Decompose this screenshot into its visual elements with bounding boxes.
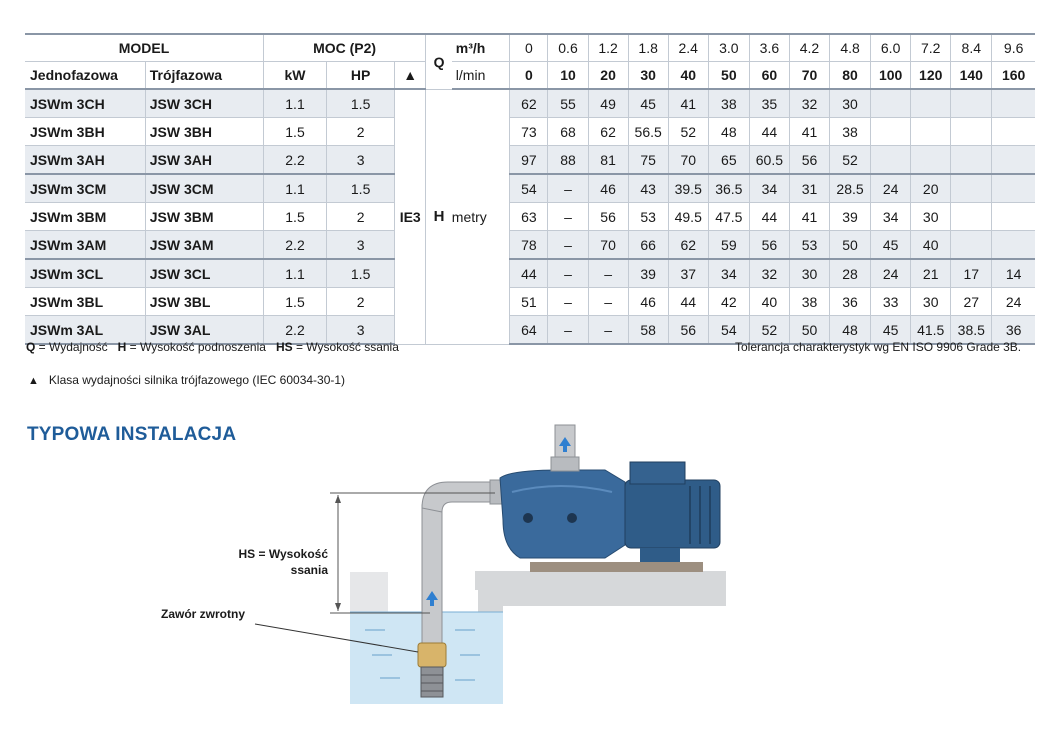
head-value: 45 [871, 231, 911, 260]
head-value: 41.5 [911, 316, 951, 345]
model-single: JSWm 3BM [25, 203, 145, 231]
power-header: MOC (P2) [263, 34, 425, 62]
head-value: 56 [668, 316, 708, 345]
head-value: 34 [708, 259, 749, 288]
model-three: JSW 3CM [145, 174, 263, 203]
head-value: 44 [749, 118, 789, 146]
h-label: H [426, 89, 452, 344]
flow-m3h: 1.2 [588, 34, 628, 62]
model-three: JSW 3BL [145, 288, 263, 316]
model-single: JSWm 3CL [25, 259, 145, 288]
model-single: JSWm 3BL [25, 288, 145, 316]
head-value: 50 [789, 316, 829, 345]
model-three: JSW 3BM [145, 203, 263, 231]
flow-m3h: 3.6 [749, 34, 789, 62]
head-value: 39.5 [668, 174, 708, 203]
head-value: 38 [708, 89, 749, 118]
head-value: 52 [749, 316, 789, 345]
head-value: 54 [708, 316, 749, 345]
flow-lmin: 140 [951, 62, 992, 90]
head-value: 41 [789, 118, 829, 146]
power-kw: 2.2 [263, 316, 326, 345]
power-hp: 3 [327, 231, 395, 260]
head-value: 56.5 [628, 118, 668, 146]
head-value: 60.5 [749, 146, 789, 175]
head-value: 52 [830, 146, 871, 175]
head-value: 53 [628, 203, 668, 231]
head-value: 40 [749, 288, 789, 316]
flow-lmin: 20 [588, 62, 628, 90]
installation-title: TYPOWA INSTALACJA [27, 424, 237, 445]
head-value: 35 [749, 89, 789, 118]
head-value: 53 [789, 231, 829, 260]
head-value: 38.5 [951, 316, 992, 345]
power-kw: 1.5 [263, 288, 326, 316]
triangle-icon: ▲ [395, 62, 426, 90]
head-value: 70 [668, 146, 708, 175]
flow-lmin: 40 [668, 62, 708, 90]
head-value: 66 [628, 231, 668, 260]
head-value: 51 [510, 288, 548, 316]
hs-label: HS = Wysokość ssania [238, 547, 328, 577]
q-label: Q [426, 34, 452, 89]
power-kw: 2.2 [263, 146, 326, 175]
legend-line: Q = Wydajność H = Wysokość podnoszenia HS = Wysokość ssania [26, 340, 399, 354]
head-value: 24 [871, 174, 911, 203]
flow-m3h: 0 [510, 34, 548, 62]
h-unit: metry [452, 89, 510, 344]
head-value: – [588, 259, 628, 288]
power-hp: 3 [327, 146, 395, 175]
power-hp: 2 [327, 288, 395, 316]
power-hp: 1.5 [327, 259, 395, 288]
head-value: 46 [628, 288, 668, 316]
head-value: 44 [668, 288, 708, 316]
power-hp: 2 [327, 203, 395, 231]
head-value: 41 [789, 203, 829, 231]
model-single: JSWm 3AL [25, 316, 145, 345]
head-value: 62 [510, 89, 548, 118]
head-value: 56 [588, 203, 628, 231]
pipe-elbow [422, 482, 500, 512]
strainer [421, 667, 443, 697]
power-hp: 2 [327, 118, 395, 146]
head-value: 48 [830, 316, 871, 345]
power-kw: 1.1 [263, 174, 326, 203]
flow-lmin: 60 [749, 62, 789, 90]
model-header: MODEL [25, 34, 263, 62]
power-hp: 1.5 [327, 89, 395, 118]
flow-m3h: 0.6 [548, 34, 588, 62]
model-three: JSW 3AL [145, 316, 263, 345]
head-value: 78 [510, 231, 548, 260]
suction-pipe [422, 505, 442, 645]
head-value: 14 [992, 259, 1035, 288]
head-value: 59 [708, 231, 749, 260]
head-value: 48 [708, 118, 749, 146]
head-value: 42 [708, 288, 749, 316]
flow-lmin: 160 [992, 62, 1035, 90]
model-single: JSWm 3AM [25, 231, 145, 260]
model-three: JSW 3AH [145, 146, 263, 175]
model-three: JSW 3CH [145, 89, 263, 118]
head-value: 27 [951, 288, 992, 316]
flow-lmin: 10 [548, 62, 588, 90]
flow-lmin: 30 [628, 62, 668, 90]
head-value: 97 [510, 146, 548, 175]
col-hp: HP [327, 62, 395, 90]
head-value: 37 [668, 259, 708, 288]
power-hp: 1.5 [327, 174, 395, 203]
head-value: – [548, 203, 588, 231]
head-value: 56 [749, 231, 789, 260]
head-value: 81 [588, 146, 628, 175]
flow-lmin: 50 [708, 62, 749, 90]
head-value: 73 [510, 118, 548, 146]
head-value: 56 [789, 146, 829, 175]
head-value: 41 [668, 89, 708, 118]
head-value: 32 [789, 89, 829, 118]
model-single: JSWm 3CH [25, 89, 145, 118]
head-value: 30 [911, 288, 951, 316]
flow-m3h: 6.0 [871, 34, 911, 62]
head-value: 39 [628, 259, 668, 288]
head-value: 24 [992, 288, 1035, 316]
head-value: – [548, 288, 588, 316]
head-value: 44 [510, 259, 548, 288]
power-kw: 1.1 [263, 89, 326, 118]
head-value: – [588, 288, 628, 316]
head-value: 38 [789, 288, 829, 316]
triangle-icon: ▲ [28, 375, 39, 387]
head-value: 49.5 [668, 203, 708, 231]
head-value: 75 [628, 146, 668, 175]
head-value: 17 [951, 259, 992, 288]
model-three: JSW 3BH [145, 118, 263, 146]
triangle-note: ▲ Klasa wydajności silnika trójfazowego (IEC 60034-30-1) [28, 373, 346, 387]
head-value: 39 [830, 203, 871, 231]
head-value: 34 [871, 203, 911, 231]
col-single-phase: Jednofazowa [25, 62, 145, 90]
head-value: 45 [871, 316, 911, 345]
head-value: 88 [548, 146, 588, 175]
head-value: 36 [992, 316, 1035, 345]
head-value: 36 [830, 288, 871, 316]
flow-lmin: 120 [911, 62, 951, 90]
flow-lmin: 0 [510, 62, 548, 90]
flow-m3h: 1.8 [628, 34, 668, 62]
head-value: – [548, 231, 588, 260]
pump-base [530, 562, 703, 572]
model-single: JSWm 3BH [25, 118, 145, 146]
head-value: 45 [628, 89, 668, 118]
head-value: 31 [789, 174, 829, 203]
head-value: 30 [830, 89, 871, 118]
model-three: JSW 3CL [145, 259, 263, 288]
head-value: 63 [510, 203, 548, 231]
head-value: 58 [628, 316, 668, 345]
power-kw: 1.5 [263, 203, 326, 231]
flow-m3h: 2.4 [668, 34, 708, 62]
head-value: 52 [668, 118, 708, 146]
head-value: 36.5 [708, 174, 749, 203]
head-value: 44 [749, 203, 789, 231]
head-value: 49 [588, 89, 628, 118]
head-value: 54 [510, 174, 548, 203]
head-value: – [548, 316, 588, 345]
platform [475, 571, 726, 704]
unit-m3h: m³/h [452, 34, 510, 62]
flow-m3h: 9.6 [992, 34, 1035, 62]
valve-label: Zawór zwrotny [161, 607, 246, 621]
head-value: 28.5 [830, 174, 871, 203]
head-value: 62 [588, 118, 628, 146]
unit-lmin: l/min [452, 62, 510, 90]
head-value: 21 [911, 259, 951, 288]
flow-lmin: 80 [830, 62, 871, 90]
col-kw: kW [263, 62, 326, 90]
head-value: 70 [588, 231, 628, 260]
power-kw: 1.5 [263, 118, 326, 146]
head-value: 68 [548, 118, 588, 146]
power-hp: 3 [327, 316, 395, 345]
head-value: 43 [628, 174, 668, 203]
head-value: – [548, 259, 588, 288]
flow-m3h: 4.2 [789, 34, 829, 62]
head-value: 50 [830, 231, 871, 260]
power-kw: 2.2 [263, 231, 326, 260]
flow-m3h: 3.0 [708, 34, 749, 62]
motor [625, 480, 720, 548]
head-value: – [588, 316, 628, 345]
head-value: 38 [830, 118, 871, 146]
model-single: JSWm 3CM [25, 174, 145, 203]
model-three: JSW 3AM [145, 231, 263, 260]
head-value: 34 [749, 174, 789, 203]
head-value: 55 [548, 89, 588, 118]
head-value: 30 [789, 259, 829, 288]
head-value: – [548, 174, 588, 203]
head-value: 20 [911, 174, 951, 203]
head-value: 30 [911, 203, 951, 231]
check-valve [418, 643, 446, 667]
head-value: 65 [708, 146, 749, 175]
head-value: 33 [871, 288, 911, 316]
head-value: 64 [510, 316, 548, 345]
power-kw: 1.1 [263, 259, 326, 288]
head-value: 40 [911, 231, 951, 260]
col-three-phase: Trójfazowa [145, 62, 263, 90]
flow-m3h: 7.2 [911, 34, 951, 62]
pump-body [500, 470, 625, 558]
head-value: 24 [871, 259, 911, 288]
ie-class: IE3 [395, 89, 426, 344]
flow-lmin: 70 [789, 62, 829, 90]
head-value: 46 [588, 174, 628, 203]
flow-lmin: 100 [871, 62, 911, 90]
flow-m3h: 4.8 [830, 34, 871, 62]
head-value: 62 [668, 231, 708, 260]
model-single: JSWm 3AH [25, 146, 145, 175]
head-value: 28 [830, 259, 871, 288]
head-value: 32 [749, 259, 789, 288]
flow-m3h: 8.4 [951, 34, 992, 62]
head-value: 47.5 [708, 203, 749, 231]
tolerance-note: Tolerancja charakterystyk wg EN ISO 9906 Grade 3B. [735, 340, 1022, 354]
